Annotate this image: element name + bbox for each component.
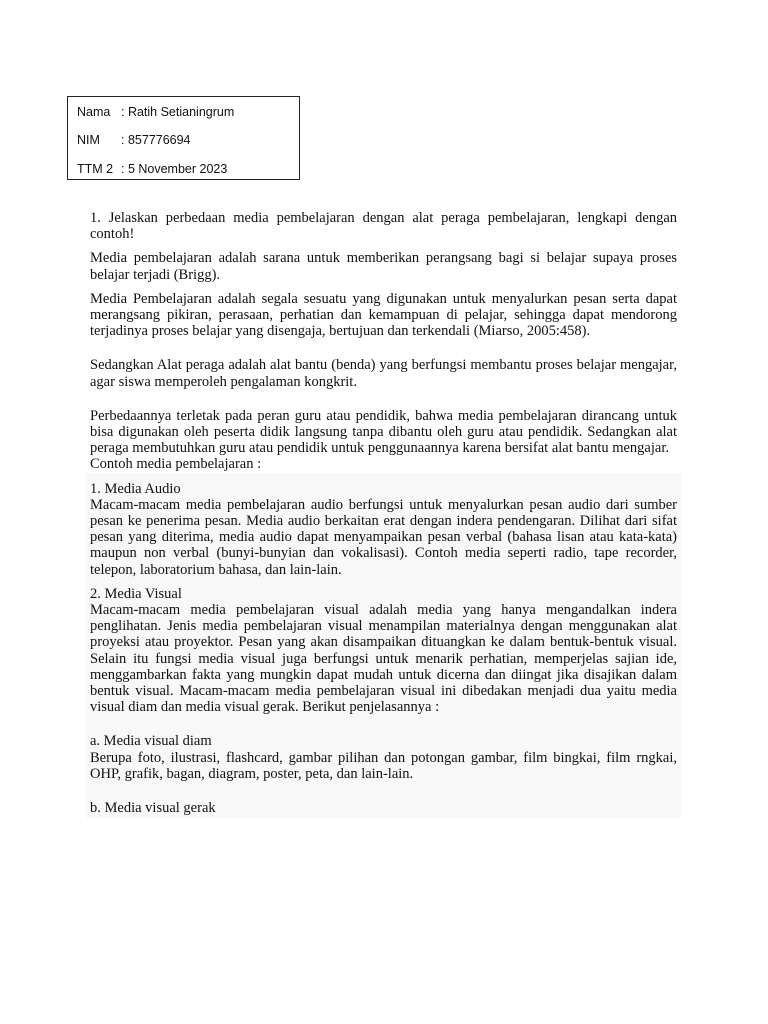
visual-heading: 2. Media Visual bbox=[90, 585, 182, 602]
name-value: : Ratih Setianingrum bbox=[121, 105, 235, 119]
definition-paragraph-2: Media Pembelajaran adalah segala sesuatu yang digunakan untuk menyalurkan pesan serta dapat merangsang pikiran, perasaan, perhatian dan kemampuan di pelajar, sehingga dapat mendorong terjadinya proses belajar yang disengaja, bertujuan dan terkendali (Miarso, 2005:458). bbox=[90, 290, 677, 340]
audio-body: Macam-macam media pembelajaran audio berfungsi untuk menyalurkan pesan audio dari sumber pesan ke penerima pesan. Media audio berkaitan erat dengan indera pendengaran. Dilihat dari sifat pesan yang diterima, media audio dapat menyampaikan pesan verbal (bahasa lisan atau kata-kata) maupun non verbal (bunyi-bunyian dan vokalisasi). Contoh media seperti radio, tape recorder, telepon, laboratorium bahasa, dan lain-lain. bbox=[90, 496, 677, 578]
student-identity-box bbox=[67, 96, 300, 180]
ttm-row bbox=[77, 163, 227, 176]
question-text: 1. Jelaskan perbedaan media pembelajaran dengan alat peraga pembelajaran, lengkapi dengan contoh! bbox=[90, 210, 677, 243]
ttm-value: : 5 November 2023 bbox=[121, 162, 228, 176]
document-body bbox=[90, 210, 677, 818]
visual-diam-heading: a. Media visual diam bbox=[90, 733, 212, 750]
visual-body: Macam-macam media pembelajaran visual adalah media yang hanya mengandalkan indera penglihatan. Jenis media pembelajaran visual menampilan materialnya dengan menggunakan alat proyeksi atau proyektor. Pesan yang akan disampaikan dituangkan ke dalam bentuk-bentuk visual. Selain itu fungsi media visual juga berfungsi untuk menarik perhatian, memperjelas sajian ide, menggambarkan fakta yang mungkin dapat mudah untuk dicerna dan diingat jika disajikan dalam bentuk visual. Macam-macam media pembelajaran visual ini dibedakan menjadi dua yaitu media visual diam dan media visual gerak. Berikut penjelasannya : bbox=[90, 602, 677, 716]
nim-value: : 857776694 bbox=[121, 133, 191, 147]
definition-paragraph-1: Media pembelajaran adalah sarana untuk memberikan perangsang bagi si belajar supaya proses belajar terjadi (Brigg). bbox=[90, 250, 677, 283]
nim-row bbox=[77, 134, 191, 147]
name-label: Nama bbox=[77, 105, 111, 119]
audio-heading: 1. Media Audio bbox=[90, 480, 181, 497]
nim-label: NIM bbox=[77, 133, 100, 147]
alat-peraga-paragraph: Sedangkan Alat peraga adalah alat bantu (benda) yang berfungsi membantu proses belajar mengajar, agar siswa memperoleh pengalaman kongkrit. bbox=[90, 357, 677, 390]
examples-section bbox=[86, 473, 681, 819]
visual-diam-body: Berupa foto, ilustrasi, flashcard, gambar pilihan dan potongan gambar, film bingkai, film rngkai, OHP, grafik, bagan, diagram, poster, peta, dan lain-lain. bbox=[90, 749, 677, 782]
visual-gerak-heading: b. Media visual gerak bbox=[90, 800, 216, 817]
examples-intro: Contoh media pembelajaran : bbox=[90, 456, 262, 473]
name-row bbox=[77, 106, 234, 119]
difference-paragraph: Perbedaannya terletak pada peran guru atau pendidik, bahwa media pembelajaran dirancang untuk bisa digunakan oleh peserta didik langsung tanpa dibantu oleh guru atau pendidik. Sedangkan alat peraga membutuhkan guru atau pendidik untuk penggunaannya karena bersifat alat bantu mengajar. bbox=[90, 407, 677, 457]
ttm-label: TTM 2 bbox=[77, 162, 114, 176]
